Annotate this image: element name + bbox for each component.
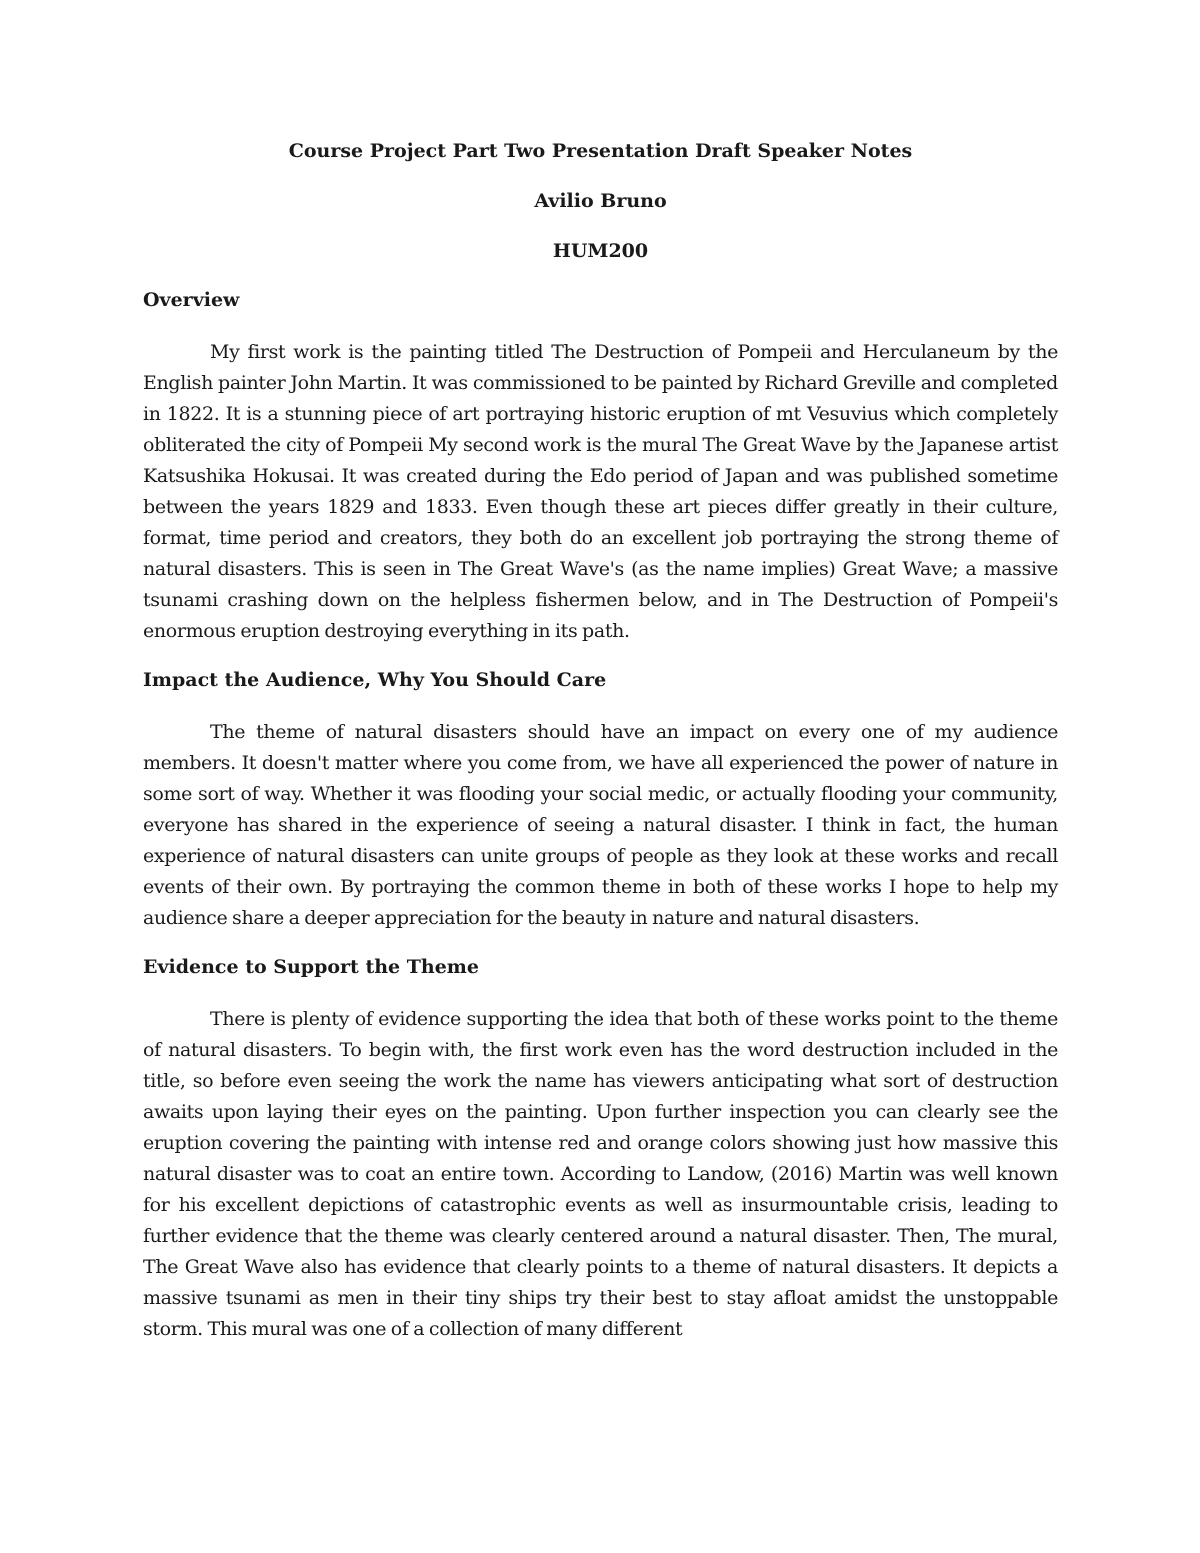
section-body-evidence: There is plenty of evidence supporting the idea that both of these works point to the theme of natural disasters. To begin with, the first work even has the word destruction included in the title, so before even seeing the work the name has viewers anticipating what sort of destruction awaits upon laying their eyes on the painting. Upon further inspection you can clearly see the eruption covering the painting with intense red and orange colors showing just how massive this natural disaster was to coat an entire town. According to Landow, (2016) Martin was well known for his excellent depictions of catastrophic events as well as insurmountable crisis, leading to further evidence that the theme was clearly centered around a natural disaster. Then, The mural, The Great Wave also has evidence that clearly points to a theme of natural disasters. It depicts a massive tsunami as men in their tiny ships try their best to stay afloat amidst the unstoppable storm. This mural was one of a collection of many different — [143, 1008, 1058, 1340]
author-name: Avilio Bruno — [534, 190, 667, 212]
section-heading-impact: Impact the Audience, Why You Should Care — [143, 669, 607, 691]
document-page — [143, 138, 1058, 1365]
section-heading-evidence: Evidence to Support the Theme — [143, 956, 479, 978]
section-body-overview: My first work is the painting titled The Destruction of Pompeii and Herculaneum by the English painter John Martin. It was commissioned to be painted by Richard Greville and completed in 1822. It is a stunning piece of art portraying historic eruption of mt Vesuvius which completely obliterated the city of Pompeii My second work is the mural The Great Wave by the Japanese artist Katsushika Hokusai. It was created during the Edo period of Japan and was published sometime between the years 1829 and 1833. Even though these art pieces differ greatly in their culture, format, time period and creators, they both do an excellent job portraying the strong theme of natural disasters. This is seen in The Great Wave's (as the name implies) Great Wave; a massive tsunami crashing down on the helpless fishermen below, and in The Destruction of Pompeii's enormous eruption destroying everything in its path. — [143, 341, 1058, 642]
course-code: HUM200 — [552, 240, 649, 262]
document-title: Course Project Part Two Presentation Draft Speaker Notes — [288, 140, 913, 162]
section-heading-overview: Overview — [143, 289, 240, 311]
section-body-impact: The theme of natural disasters should have an impact on every one of my audience members. It doesn't matter where you come from, we have all experienced the power of nature in some sort of way. Whether it was flooding your social medic, or actually flooding your community, everyone has shared in the experience of seeing a natural disaster. I think in fact, the human experience of natural disasters can unite groups of people as they look at these works and recall events of their own. By portraying the common theme in both of these works I hope to help my audience share a deeper appreciation for the beauty in nature and natural disasters. — [143, 721, 1058, 929]
